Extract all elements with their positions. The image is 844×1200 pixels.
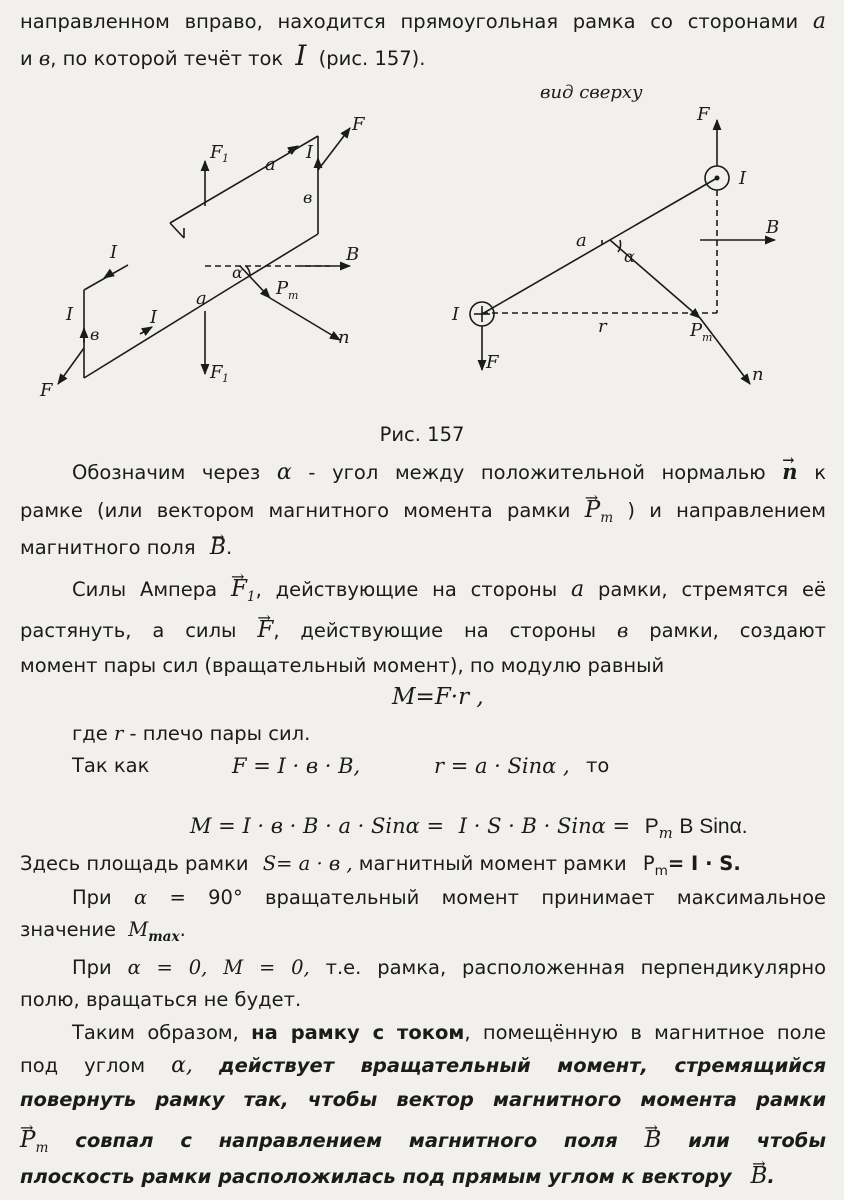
para2-line4: где r - плечо пары сил. xyxy=(72,722,311,745)
frame-top-edge xyxy=(170,136,318,223)
para3-line5: полю, вращаться не будет. xyxy=(20,988,302,1011)
label-r: r xyxy=(598,316,607,337)
top-view-diagram xyxy=(470,120,775,384)
force-F-top xyxy=(318,128,350,170)
label-F-top-right: F xyxy=(697,104,710,125)
label-F1-top: F xyxy=(210,142,223,163)
normal-n-arrow xyxy=(270,298,340,340)
angle-arc-right xyxy=(618,240,621,252)
label-F1-bottom: F xyxy=(210,362,223,383)
label-v-left: в xyxy=(90,325,100,344)
label-I-left2: I xyxy=(66,304,74,325)
svg-text:m: m xyxy=(288,289,299,302)
label-n-right: n xyxy=(752,364,764,385)
para1-line3: магнитного поля → B. xyxy=(20,534,826,562)
current-arrow-bottom xyxy=(140,327,152,334)
para4-line3: повернуть рамку так, чтобы вектор магнитного момента рамки xyxy=(20,1088,826,1111)
figure-157 xyxy=(0,78,844,418)
main-formula: $M = I \cdot в \cdot B \cdot a \cdot Sin\alpha = I \cdot S \cdot B \cdot Sin\alpha = P_m$ B Sinα. xyxy=(190,814,748,843)
para2-line1: Силы Ампера → $F_1$, действующие на стороны a рамки, стремятся её xyxy=(72,575,826,611)
label-F-bottom-right: F xyxy=(486,352,499,373)
para1-line2: рамке (или вектором магнитного момента рамки → $P_m$ ) и направлением xyxy=(20,496,826,532)
para4-line4: → $P_m$ совпал с направлением магнитного поля → B или чтобы xyxy=(20,1126,826,1162)
current-symbol: I xyxy=(295,39,307,72)
svg-text:m: m xyxy=(702,331,713,344)
frame-top-view xyxy=(482,178,717,314)
para2-line2: растянуть, а силы → F, действующие на стороны в рамки, создают xyxy=(20,616,826,645)
label-I-dot: I xyxy=(739,168,747,189)
para3-line2: При α = 90° вращательный момент принимает максимальное xyxy=(72,886,827,909)
para3-line3: значение $M_{max}$. xyxy=(20,918,186,945)
frame-left-diagram xyxy=(84,136,330,378)
para4-line5: плоскость рамки расположилась под прямым углом к вектору → B. xyxy=(20,1162,826,1191)
para1-line1: Обозначим через α - угол между положительной нормалью → n к xyxy=(72,458,826,487)
label-Pm-right: P xyxy=(690,320,703,341)
para4-line2: под углом α, действует вращательный момент, стремящийся xyxy=(20,1053,826,1078)
para3-line4: При α = 0, M = 0, т.е. рамка, расположенная перпендикулярно xyxy=(72,956,827,979)
top-view-label: вид сверху xyxy=(540,82,643,103)
label-B-right: B xyxy=(766,217,780,238)
svg-text:1: 1 xyxy=(222,152,229,165)
svg-text:1: 1 xyxy=(222,372,229,385)
para3-line1: Здесь площадь рамки S= a · в , магнитный момент рамки $P_m= I \cdot S$. xyxy=(20,852,741,879)
intro-line-2: и в, по которой течёт ток I (рис. 157). xyxy=(20,39,426,72)
side-v-symbol: в xyxy=(38,47,51,70)
label-a-top: a xyxy=(265,154,276,175)
para4-line1: Таким образом, на рамку с током, помещённую в магнитное поле xyxy=(72,1021,826,1044)
para2-line3: момент пары сил (вращательный момент), по модулю равный xyxy=(20,654,665,677)
side-a-symbol: a xyxy=(812,9,826,34)
label-a-right: a xyxy=(576,230,587,251)
label-alpha-left: α xyxy=(232,263,243,282)
label-I-bottom: I xyxy=(150,307,158,328)
intro-text-1: направленном вправо, находится прямоугольная рамка со сторонами xyxy=(20,10,799,33)
current-out-dot xyxy=(715,176,720,181)
label-I-top: I xyxy=(306,142,314,163)
normal-n-arrow-right xyxy=(700,318,750,384)
formula-M-F-r: M=F·r , xyxy=(392,684,484,710)
para2-line5: Так как F = I · в · B, r = a · Sinα , то xyxy=(72,754,610,778)
label-I-plus: I xyxy=(452,304,460,325)
label-a-bottom: a xyxy=(196,288,207,309)
label-F-bottom: F xyxy=(40,380,53,401)
label-F-top: F xyxy=(352,114,365,135)
force-F-bottom xyxy=(58,348,84,384)
label-Pm-left: P xyxy=(276,278,289,299)
label-B-left: B xyxy=(346,244,360,265)
moment-Pm-arrow xyxy=(240,266,270,298)
frame-gap-edge xyxy=(170,223,184,238)
label-v-top: в xyxy=(303,188,313,207)
label-n-left: n xyxy=(338,327,350,348)
label-alpha-right: α xyxy=(624,247,635,266)
figure-caption: Рис. 157 xyxy=(379,423,465,446)
intro-line-1 xyxy=(20,8,826,36)
label-I-left: I xyxy=(110,242,118,263)
